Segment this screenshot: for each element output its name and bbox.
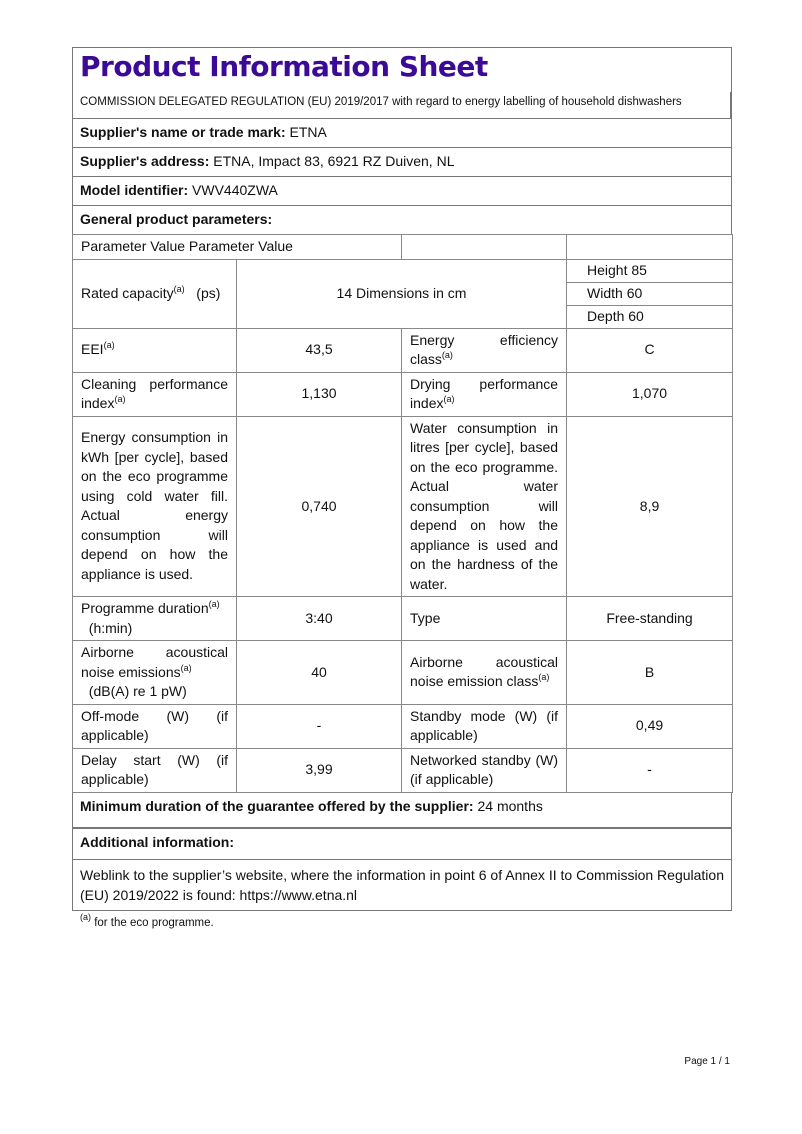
param-value: 8,9 [567,416,733,597]
table-row [73,259,733,282]
param-value: 0,740 [237,416,402,597]
param-value: - [237,704,402,748]
param-label: Airborne acoustical noise emission class$^{(a)}$ [402,641,567,705]
param-label: Networked standby (W) (if applicable) [402,748,567,792]
table-row [73,328,733,372]
param-value: 1,130 [237,372,402,416]
table-row [73,641,733,705]
empty-cell [402,235,567,260]
additional-info-label: Additional information: [80,833,234,850]
model-row [72,176,732,205]
table-header: Parameter Value Parameter Value [73,235,402,260]
param-value: Free-standing [567,597,733,641]
param-value: 40 [237,641,402,705]
header-box [72,47,732,118]
param-value: 3,99 [237,748,402,792]
param-label: Programme duration$^{(a)}$ (h:min) [73,597,237,641]
param-label: Standby mode (W) (if applicable) [402,704,567,748]
supplier-name-value: ETNA [285,124,327,140]
supplier-name-label: Supplier's name or trade mark: [80,124,286,140]
param-label: Energy consumption in kWh [per cycle], based on the eco programme using cold water fill. Actual energy consumption will depend on how the appliance is used. [73,416,237,597]
dimension-depth: Depth 60 [567,305,733,328]
param-label: Energy efficiency class$^{(a)}$ [402,328,567,372]
table-row [73,597,733,641]
param-value: 0,49 [567,704,733,748]
param-value: 3:40 [237,597,402,641]
param-label: Airborne acoustical noise emissions$^{(a)}$ (dB(A) re 1 pW) [73,641,237,705]
supplier-address-label: Supplier's address: [80,153,210,169]
page-number: Page 1 / 1 [684,1056,730,1067]
supplier-name-row [72,118,732,147]
param-label: Delay start (W) (if applicable) [73,748,237,792]
param-label: Water consumption in litres [per cycle], based on the eco programme. Actual water consumption will depend on how the appliance is used and on the hardness of the water. [402,416,567,597]
general-params-label: General product parameters: [80,211,273,227]
param-label: Off-mode (W) (if applicable) [73,704,237,748]
additional-info-row [72,828,732,859]
rated-capacity-value: 14 Dimensions in cm [237,259,567,328]
dimension-width: Width 60 [567,282,733,305]
param-value: B [567,641,733,705]
weblink-row: Weblink to the supplier’s website, where the information in point 6 of Annex II to Commission Regulation (EU) 2019/2022 is found: https://www.etna.nl [72,859,732,911]
table-row [73,416,733,597]
param-label: Cleaning performance index$^{(a)}$ [73,372,237,416]
supplier-address-value: ETNA, Impact 83, 6921 RZ Duiven, NL [209,153,455,169]
param-label: Type [402,597,567,641]
param-value: C [567,328,733,372]
model-value: VWV440ZWA [188,182,278,198]
footnote: $^{(a)}$ for the eco programme. [80,911,214,929]
rated-capacity-label: Rated capacity$^{(a)}$ (ps) [73,259,237,328]
parameters-table [72,234,733,793]
product-information-sheet [72,47,732,929]
param-value: - [567,748,733,792]
page-title: Product Information Sheet [80,50,488,83]
param-value: 1,070 [567,372,733,416]
guarantee-value: 24 months [473,797,543,814]
param-value: 43,5 [237,328,402,372]
param-label: EEI$^{(a)}$ [73,328,237,372]
table-header-row [73,235,733,260]
guarantee-row [72,793,732,828]
model-label: Model identifier: [80,182,189,198]
table-row [73,748,733,792]
table-row [73,372,733,416]
guarantee-label: Minimum duration of the guarantee offered by the supplier: [80,797,474,814]
dimension-height: Height 85 [567,259,733,282]
general-params-row [72,205,732,234]
empty-cell [567,235,733,260]
table-row [73,704,733,748]
regulation-subtitle: COMMISSION DELEGATED REGULATION (EU) 2019/2017 with regard to energy labelling of household dishwashers [73,92,731,118]
param-label: Drying performance index$^{(a)}$ [402,372,567,416]
supplier-address-row [72,147,732,176]
